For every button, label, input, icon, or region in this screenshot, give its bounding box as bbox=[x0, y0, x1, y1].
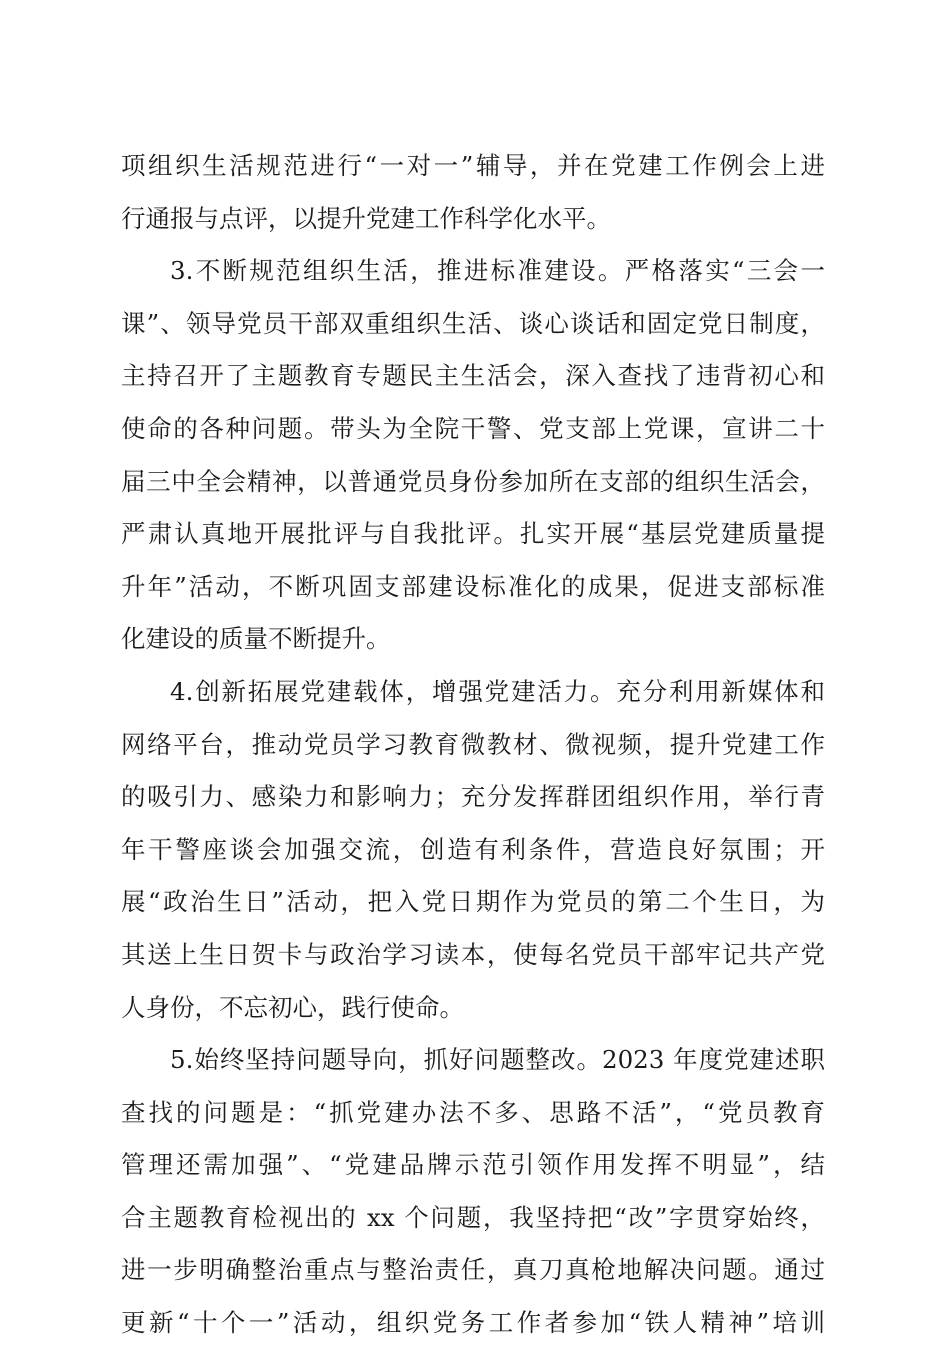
text-line: 年干警座谈会加强交流，创造有利条件，营造良好氛围；开 bbox=[121, 834, 825, 864]
text-line: 严肃认真地开展批评与自我批评。扎实开展“基层党建质量提 bbox=[121, 519, 825, 549]
text-line: 查找的问题是：“抓党建办法不多、思路不活”，“党员教育 bbox=[121, 1097, 825, 1127]
document-page bbox=[121, 140, 825, 1350]
text-line: 课”、领导党员干部双重组织生活、谈心谈话和固定党日制度， bbox=[121, 308, 825, 338]
text-line: 进一步明确整治重点与整治责任，真刀真枪地解决问题。通过 bbox=[121, 1255, 825, 1285]
text-line: 化建设的质量不断提升。 bbox=[121, 624, 391, 654]
text-line: 届三中全会精神，以普通党员身份参加所在支部的组织生活会， bbox=[121, 466, 825, 496]
text-line: 使命的各种问题。带头为全院干警、党支部上党课，宣讲二十 bbox=[121, 413, 825, 443]
text-line: 主持召开了主题教育专题民主生活会，深入查找了违背初心和 bbox=[121, 361, 825, 391]
text-line: 升年”活动，不断巩固支部建设标准化的成果，促进支部标准 bbox=[121, 571, 825, 601]
text-line: 管理还需加强”、“党建品牌示范引领作用发挥不明显”，结 bbox=[121, 1150, 825, 1180]
text-line: 合主题教育检视出的 xx 个问题，我坚持把“改”字贯穿始终， bbox=[121, 1202, 825, 1232]
text-line: 项组织生活规范进行“一对一”辅导，并在党建工作例会上进 bbox=[121, 151, 825, 180]
text-line: 其送上生日贺卡与政治学习读本，使每名党员干部牢记共产党 bbox=[121, 939, 825, 969]
text-line: 人身份，不忘初心，践行使命。 bbox=[121, 992, 464, 1022]
paragraph-heading-line: 4.创新拓展党建载体，增强党建活力。充分利用新媒体和 bbox=[170, 676, 825, 706]
paragraph-heading-line: 5.始终坚持问题导向，抓好问题整改。2023 年度党建述职 bbox=[170, 1045, 825, 1075]
text-line: 的吸引力、感染力和影响力；充分发挥群团组织作用，举行青 bbox=[121, 782, 825, 812]
text-line: 网络平台，推动党员学习教育微教材、微视频，提升党建工作 bbox=[121, 729, 825, 759]
text-line: 展“政治生日”活动，把入党日期作为党员的第二个生日，为 bbox=[121, 887, 825, 917]
text-line: 更新“十个一”活动，组织党务工作者参加“铁人精神”培训 bbox=[121, 1308, 825, 1338]
text-line: 行通报与点评，以提升党建工作科学化水平。 bbox=[121, 203, 611, 233]
paragraph-heading-line: 3.不断规范组织生活，推进标准建设。严格落实“三会一 bbox=[170, 256, 825, 286]
